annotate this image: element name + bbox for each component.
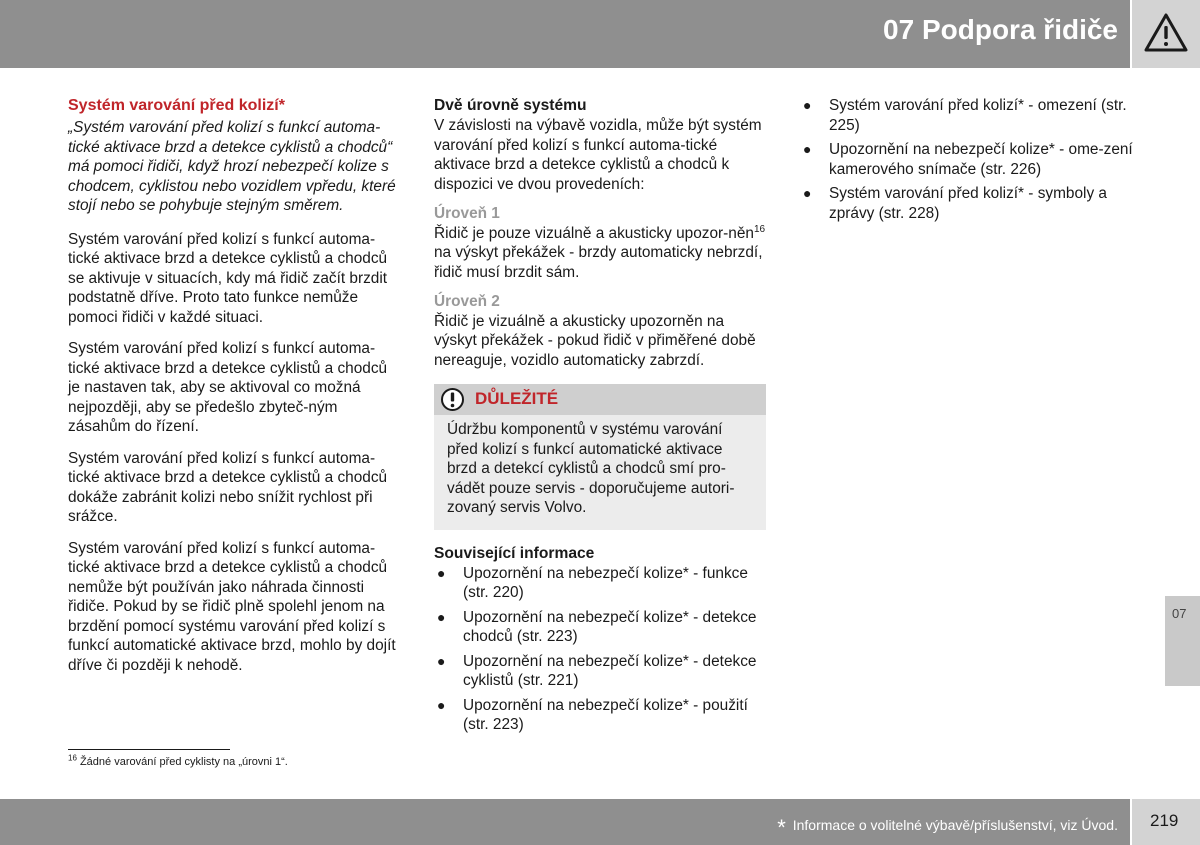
related-link[interactable]: ● Upozornění na nebezpečí kolize* - použití (str. 223) bbox=[437, 696, 748, 733]
footnote-divider bbox=[68, 749, 230, 750]
related-link[interactable]: ● Upozornění na nebezpečí kolize* - funkce (str. 220) bbox=[437, 564, 748, 601]
related-link[interactable]: ● Systém varování před kolizí* - omezení (str. 225) bbox=[803, 97, 1127, 134]
warning-triangle-icon bbox=[1143, 12, 1189, 54]
paragraph: Systém varování před kolizí s funkcí automa-tické aktivace brzd a detekce cyklistů a chodců dokáže zabránit kolizi nebo snížit rychlost při srážce. bbox=[68, 449, 388, 525]
bullet-icon: ● bbox=[437, 564, 446, 581]
bullet-icon: ● bbox=[803, 185, 812, 201]
footnote: $^{16}$ Žádné varování před cyklisty na „úrovni 1“. bbox=[68, 753, 288, 768]
footer-note: * Informace o volitelné výbavě/příslušenství, viz Úvod. bbox=[777, 815, 1118, 840]
related-link[interactable]: ● Upozornění na nebezpečí kolize* - detekce cyklistů (str. 221) bbox=[437, 652, 757, 689]
bullet-icon: ● bbox=[437, 608, 446, 625]
related-link[interactable]: ● Upozornění na nebezpečí kolize* - ome-zení kamerového snímače (str. 226) bbox=[803, 141, 1133, 178]
bullet-icon: ● bbox=[437, 652, 446, 669]
footnote-ref: 16 bbox=[753, 223, 766, 235]
exclamation-circle-icon bbox=[440, 387, 465, 412]
chapter-title: 07 Podpora řidiče bbox=[883, 14, 1118, 45]
column-right bbox=[800, 96, 1135, 223]
paragraph: Systém varování před kolizí s funkcí automa-tické aktivace brzd a detekce cyklistů a chodců se aktivuje v situacích, kdy má řidič začít brzdit podstatně dříve. Proto tato funkce nemůže pomoci řidiči v každé situaci. bbox=[68, 230, 388, 326]
page-number: 219 bbox=[1150, 811, 1179, 830]
intro-text: „Systém varování před kolizí s funkcí automa-tické aktivace brzd a detekce cyklistů a chodců“ má pomoci řidiči, když hrozí nebezpečí kolize s chodcem, cyklistou nebo vozidlem vpředu, které stojí nebo se pohybuje stejným směrem. bbox=[68, 119, 396, 214]
bullet-icon: ● bbox=[803, 141, 812, 157]
column-middle bbox=[434, 96, 769, 735]
section-title: Systém varování před kolizí* bbox=[68, 97, 285, 114]
important-text: Údržbu komponentů v systému varování před kolizí s funkcí automatické aktivace brzd a detekcí cyklistů a chodců smí pro-vádět pouze servis - doporučujeme autori-zovaný servis Volvo. bbox=[447, 421, 735, 516]
level-2-title: Úroveň 2 bbox=[434, 293, 500, 310]
level-2-text: Řidič je vizuálně a akusticky upozorněn na výskyt překážek - pokud řidič v přiměřené době nereaguje, vozidlo automaticky zabrzdí. bbox=[434, 312, 756, 369]
column-left bbox=[68, 96, 403, 675]
paragraph: Systém varování před kolizí s funkcí automa-tické aktivace brzd a detekce cyklistů a chodců nemůže být používán jako náhrada činnosti řidiče. Pokud by se řidič plně spolehl jenom na brzdění pomocí systému varování před kolizí s funkcí automatické aktivace brzd, mohlo by dojít dříve či později k nehodě. bbox=[68, 539, 396, 674]
header-icon-box bbox=[1132, 0, 1200, 68]
asterisk-icon: * bbox=[777, 815, 786, 840]
important-label: DŮLEŽITÉ bbox=[475, 389, 559, 408]
level-1-title: Úroveň 1 bbox=[434, 205, 500, 222]
important-header bbox=[434, 384, 766, 415]
chapter-side-tab[interactable]: 07 bbox=[1165, 596, 1200, 686]
related-info-list-continued bbox=[800, 96, 1135, 223]
page-number-box bbox=[1132, 799, 1200, 845]
important-box bbox=[434, 384, 766, 530]
related-info-heading: Související informace bbox=[434, 544, 595, 562]
paragraph: Systém varování před kolizí s funkcí automa-tické aktivace brzd a detekce cyklistů a chodců je nastaven tak, aby se aktivoval co možná nejpozději, aby se předešlo zbyteč-ným zásahům do řízení. bbox=[68, 340, 388, 435]
bullet-icon: ● bbox=[437, 696, 446, 713]
related-info-list bbox=[434, 564, 769, 735]
related-link[interactable]: ● Upozornění na nebezpečí kolize* - detekce chodců (str. 223) bbox=[437, 608, 757, 645]
related-link[interactable]: ● Systém varování před kolizí* - symboly a zprávy (str. 228) bbox=[803, 185, 1107, 222]
levels-intro: V závislosti na výbavě vozidla, může být systém varování před kolizí s funkcí automa-tické aktivace brzd a detekce cyklistů a chodců k dispozici ve dvou provedeních: bbox=[434, 117, 762, 193]
levels-heading: Dvě úrovně systému bbox=[434, 97, 587, 114]
level-1-text: Řidič je pouze vizuálně a akusticky upozor-něn$^{16}$ na výskyt překážek - brzdy automaticky nebrzdí, řidič musí brzdit sám. bbox=[434, 223, 766, 281]
bullet-icon: ● bbox=[803, 97, 812, 113]
